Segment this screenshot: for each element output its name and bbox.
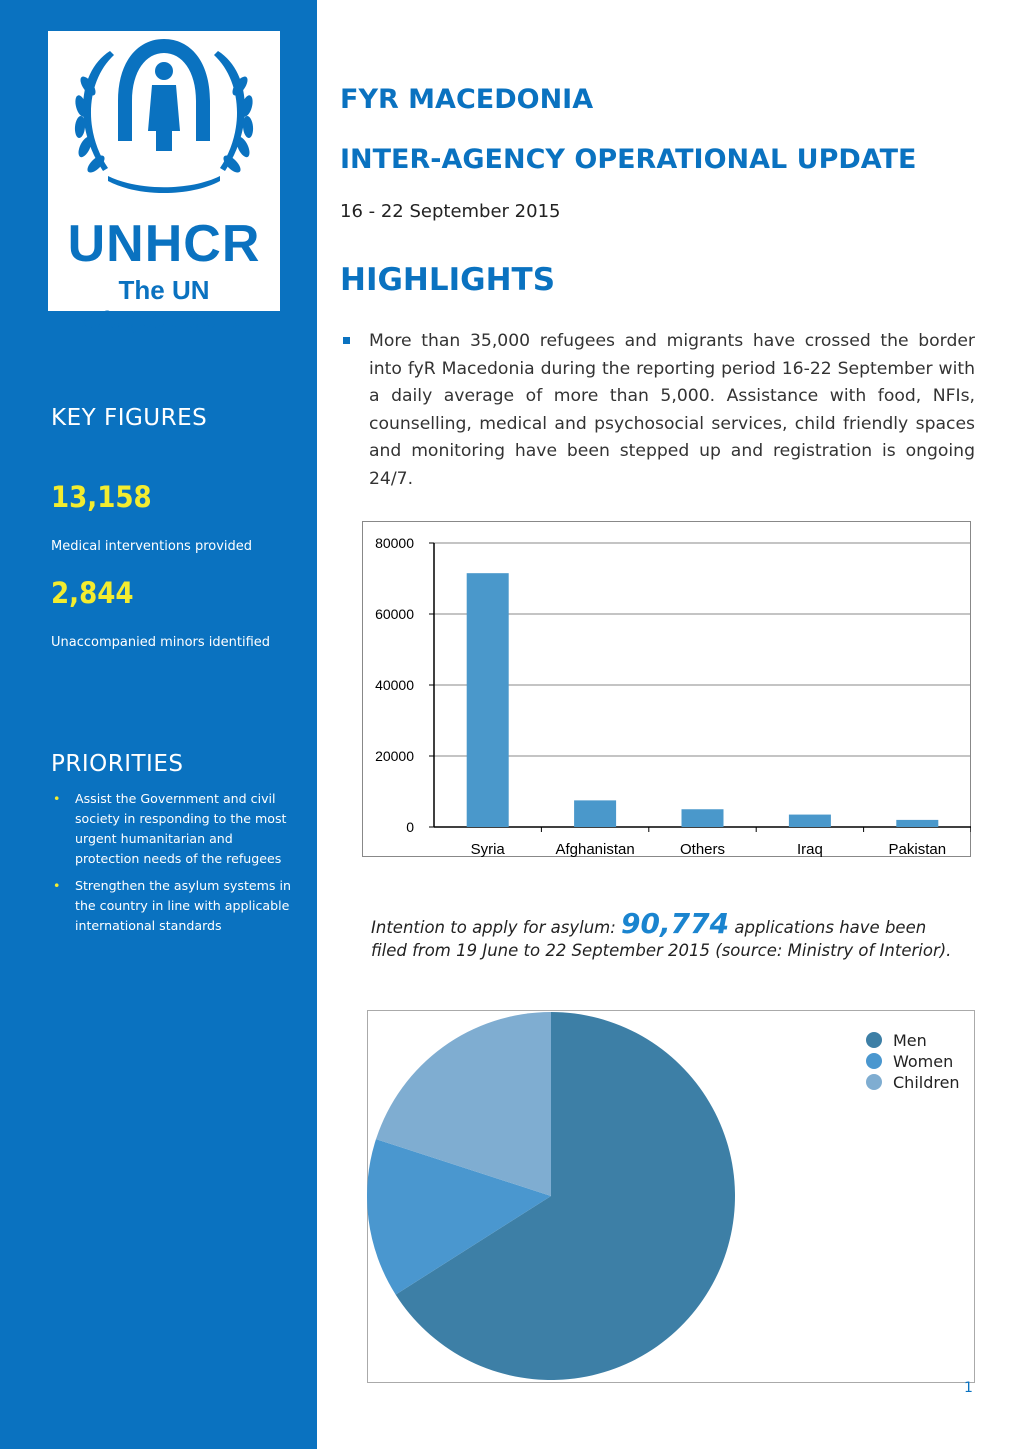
asylum-count: 90,774 xyxy=(621,907,730,940)
priorities-list xyxy=(51,789,299,943)
legend-swatch xyxy=(866,1074,882,1090)
square-bullet-icon xyxy=(343,337,350,344)
sidebar xyxy=(0,0,317,1449)
asylum-note xyxy=(371,907,961,962)
bullet-icon: • xyxy=(53,878,61,893)
bar xyxy=(789,815,831,827)
asylum-prefix: Intention to apply for asylum: xyxy=(371,918,622,937)
page-title: FYR MACEDONIA xyxy=(340,84,594,115)
logo-wordmark: UNHCR xyxy=(67,215,261,273)
highlights-heading: HIGHLIGHTS xyxy=(340,262,556,298)
x-tick-label: Syria xyxy=(470,841,505,857)
legend-label: Men xyxy=(893,1031,927,1050)
priority-text: Strengthen the asylum systems in the country in line with applicable international standards xyxy=(75,878,291,933)
legend-swatch xyxy=(866,1053,882,1069)
page-number: 1 xyxy=(964,1380,973,1396)
x-tick-label: Afghanistan xyxy=(555,841,635,857)
priority-item xyxy=(51,789,299,869)
bullet-icon: • xyxy=(53,791,61,806)
bar xyxy=(574,800,616,827)
asylum-suffix: applications have been filed from 19 June to 22 September 2015 (source: Ministry of Interior). xyxy=(371,918,952,960)
key-figure-label: Medical interventions provided xyxy=(51,539,253,554)
page-subtitle: INTER-AGENCY OPERATIONAL UPDATE xyxy=(340,144,917,175)
legend-label: Women xyxy=(893,1052,954,1071)
x-tick-label: Pakistan xyxy=(888,841,947,857)
logo-tagline-1: The UN xyxy=(118,275,210,305)
highlight-paragraph: More than 35,000 refugees and migrants have crossed the border into fyR Macedonia during the reporting period 16-22 September with a daily average of more than 5,000. Assistance with food, NFIs, counselling, medical and psychosocial services, child friendly spaces and monitoring have been stepped up and registration is ongoing 24/7. xyxy=(369,331,975,489)
bar xyxy=(682,809,724,827)
unhcr-logo xyxy=(48,31,280,334)
y-tick-label: 80000 xyxy=(375,535,414,551)
legend-swatch xyxy=(866,1032,882,1048)
bar xyxy=(896,820,938,827)
logo-tagline-2: Refugee Agency xyxy=(70,307,258,334)
y-tick-label: 40000 xyxy=(375,677,414,693)
priority-text: Assist the Government and civil society in responding to the most urgent humanitarian and protection needs of the refugees xyxy=(75,791,287,866)
priorities-heading: PRIORITIES xyxy=(51,751,184,777)
y-tick-label: 0 xyxy=(406,819,414,835)
priority-item xyxy=(51,876,299,936)
pie-chart xyxy=(367,1010,975,1383)
legend-label: Children xyxy=(893,1073,960,1092)
y-tick-label: 20000 xyxy=(375,748,414,764)
y-tick-label: 60000 xyxy=(375,606,414,622)
x-tick-label: Iraq xyxy=(796,841,823,857)
x-tick-label: Others xyxy=(679,841,726,857)
bar-chart xyxy=(362,521,971,857)
report-date: 16 - 22 September 2015 xyxy=(340,201,561,222)
bar xyxy=(467,573,509,827)
key-figure-label: Unaccompanied minors identified xyxy=(51,635,271,650)
key-figure-value: 13,158 xyxy=(51,480,152,514)
key-figures-heading: KEY FIGURES xyxy=(51,405,208,431)
key-figure-value: 2,844 xyxy=(51,576,134,610)
unhcr-emblem-icon xyxy=(48,31,280,216)
